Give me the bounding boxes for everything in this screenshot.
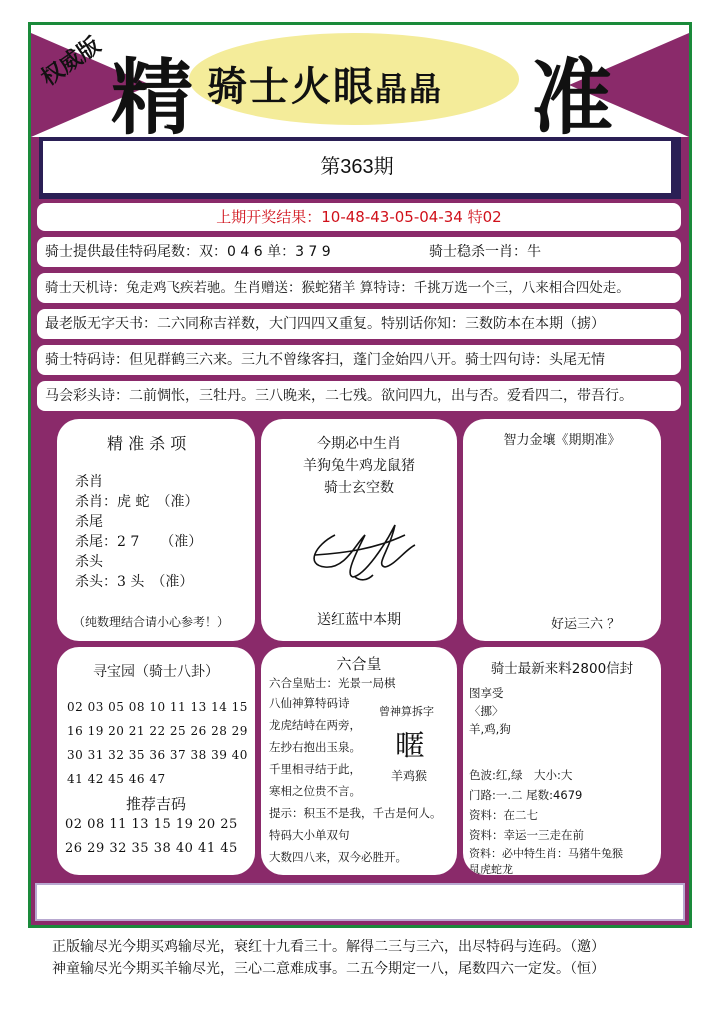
kill-line: 杀头：3 头 （准）	[75, 574, 194, 590]
liuhe-line: 提示：积玉不是我，千古是何人。	[269, 806, 442, 820]
liuhe-line: 六合皇贴士：光景一局棋	[269, 676, 396, 690]
liuhe-line: 大数四八来，双今必胜开。	[269, 850, 407, 864]
title-suffix: 晶晶	[375, 70, 444, 108]
liuhe-side-title: 曾神算拆字	[379, 705, 434, 718]
number-row: 02 08 11 13 15 19 20 25	[65, 817, 238, 832]
poem-row-3: 马会彩头诗：二前惆怅，三牡丹。三八晚来，二七残。欲问四九，出与否。爱看四二，带吾行。	[37, 381, 681, 411]
liuhe-line: 龙虎结峙在两旁，	[269, 718, 361, 732]
panel-kill-note: （纯数理结合请小心参考！）	[73, 615, 230, 629]
signature-scribble	[295, 505, 425, 585]
issue-bar	[39, 137, 681, 199]
panel-latest	[463, 647, 661, 875]
panel-kill-items	[57, 419, 255, 641]
latest-line: 门路:一.二 尾数:4679	[469, 788, 583, 802]
liuhe-title: 六合皇	[336, 655, 382, 673]
page-title	[207, 55, 443, 112]
kill-line: 杀尾：2 7 （准）	[75, 534, 203, 550]
latest-line: 资料：必中特生肖：马猪牛兔猴	[469, 847, 623, 860]
liuhe-line: 寒相之位贵不言。	[269, 784, 361, 798]
zodiac-footer: 送红蓝中本期	[317, 612, 401, 628]
kill-zodiac: 骑士稳杀一肖：牛	[429, 244, 541, 260]
left-big-char: 精	[111, 50, 194, 137]
issue-number: 第363期	[43, 141, 671, 193]
right-big-char: 准	[531, 50, 614, 137]
liuhe-line: 八仙神算特码诗	[269, 696, 350, 710]
kill-line: 杀肖	[75, 474, 103, 490]
lottery-result: 上期开奖结果：10-48-43-05-04-34 特02	[37, 203, 681, 231]
wisdom-footer: 好运三六 ？	[551, 617, 621, 632]
latest-line: 鼠虎蛇龙	[469, 863, 513, 875]
panel-liuhe	[261, 647, 457, 875]
zodiac-line-2: 羊狗兔牛鸡龙鼠猪	[303, 458, 415, 474]
header	[31, 25, 689, 137]
latest-line: 羊,鸡,狗	[469, 722, 511, 736]
latest-line: 资料：幸运一三走在前	[469, 828, 584, 842]
latest-line: 〈挪〉	[469, 704, 504, 718]
poster-frame	[28, 22, 692, 928]
kill-line: 杀头	[75, 554, 103, 570]
number-row: 16 19 20 21 22 25 26 28 29	[67, 724, 248, 738]
recommend-numbers	[65, 813, 238, 861]
panel-kill-title: 精 准 杀 项	[107, 434, 187, 453]
treasure-numbers	[67, 695, 248, 791]
panel-zodiac	[261, 419, 457, 641]
tail-numbers-row	[37, 237, 681, 267]
latest-title: 骑士最新来料2800信封	[490, 661, 634, 677]
footer-line-2: 神童输尽光今期买羊输尽光，三心二意难成事。二五今期定一八，尾数四六一定发。（恒）	[52, 961, 605, 977]
zodiac-line-1: 今期必中生肖	[317, 436, 401, 452]
panel-wisdom	[463, 419, 661, 641]
latest-line: 资料：在二七	[469, 808, 538, 822]
zodiac-line-3: 骑士玄空数	[324, 480, 394, 496]
poem-row-2: 骑士特码诗：但见群鹤三六来。三九不曾缘客扫，蓬门金始四八开。骑士四句诗：头尾无情	[37, 345, 681, 375]
title-main: 骑士火眼	[207, 63, 375, 110]
stamp-text: 权威版	[36, 32, 106, 92]
kill-line: 杀尾	[75, 514, 103, 530]
recommend-title: 推荐吉码	[125, 795, 186, 813]
poem-row-1: 骑士天机诗：兔走鸡飞疾若驰。生肖赠送：猴蛇猪羊 算特诗：千挑万选一个三，八来相合四处走。	[37, 273, 681, 303]
treasure-title: 寻宝园（骑士八卦）	[93, 664, 219, 680]
bottom-strip	[35, 883, 685, 921]
footer-line-1: 正版输尽光今期买鸡输尽光，衰红十九看三十。解得二三与三六，出尽特码与连码。（邀）	[52, 939, 605, 955]
liuhe-side-char: 暱	[395, 729, 425, 764]
liuhe-line: 左抄右抱出玉泉。	[269, 740, 361, 754]
liuhe-line: 特码大小单双句	[269, 828, 350, 842]
liuhe-side-answer: 羊鸡猴	[391, 769, 428, 783]
number-row: 26 29 32 35 38 40 41 45	[65, 841, 238, 856]
latest-line: 图享受	[469, 686, 504, 700]
book-row: 最老版无字天书：二六同称吉祥数，大门四四又重复。特别话你知：三数防本在本期（掳）	[37, 309, 681, 339]
panel-treasure	[57, 647, 255, 875]
number-row: 41 42 45 46 47	[67, 772, 166, 786]
wisdom-title: 智力金壤《期期准》	[503, 433, 621, 448]
latest-line: 色波:红,绿 大小:大	[469, 768, 573, 782]
liuhe-line: 千里相寻结于此，	[269, 762, 361, 776]
number-row: 02 03 05 08 10 11 13 14 15	[67, 700, 248, 714]
number-row: 30 31 32 35 36 37 38 39 40	[67, 748, 248, 762]
tail-numbers: 骑士提供最佳特码尾数：双：0 4 6 单：3 7 9	[45, 244, 331, 260]
kill-line: 杀肖：虎 蛇 （准）	[75, 494, 199, 510]
